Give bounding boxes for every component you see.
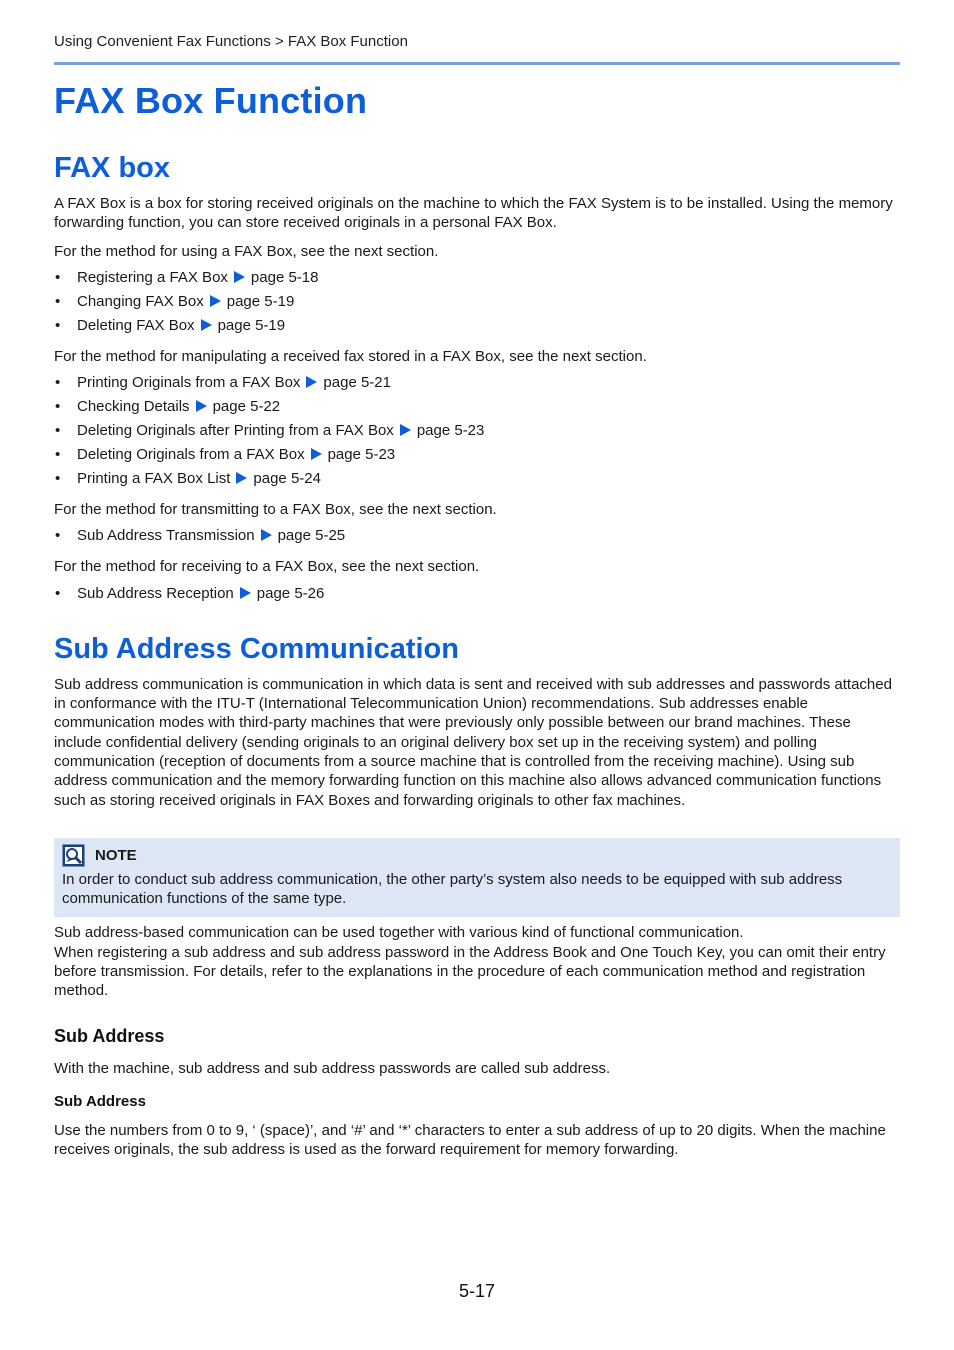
right-triangle-icon <box>311 448 322 460</box>
list-transmitting <box>54 524 900 548</box>
page-reference-link[interactable]: page 5-22 <box>212 398 281 416</box>
content <box>54 150 900 1160</box>
list-item <box>54 443 900 467</box>
note-text: In order to conduct sub address communication, the other party’s system also needs to be equipped with sub address communication functions of the same type. <box>62 870 843 908</box>
right-triangle-icon <box>234 271 245 283</box>
list-item <box>54 371 900 395</box>
list-item-label: Deleting Originals from a FAX Box <box>77 446 305 464</box>
list-item-label: Registering a FAX Box <box>77 268 228 286</box>
list-manipulating <box>54 371 900 491</box>
list-receiving <box>54 582 900 606</box>
section-heading-sub-address-communication: Sub Address Communication <box>54 632 459 665</box>
list-item-label: Sub Address Reception <box>77 584 234 602</box>
page-reference-link[interactable]: page 5-23 <box>416 422 485 440</box>
sub-address-subtext: Use the numbers from 0 to 9, ‘ (space)’, and ‘#’ and ‘*’ characters to enter a sub address of up to 20 digits. When the machine receives originals, the sub address is used as the forward requirement for memory forwarding. <box>54 1121 886 1159</box>
header-rule <box>54 62 900 65</box>
sub-address-comm-body: Sub address communication is communication in which data is sent and received with sub addresses and passwords attached in conformance with the ITU-T (International Telecommunication Union) recommendations. Sub addresses enable communication modes with third-party machines that were previously only possible between our brand machines. These include confidential delivery (sending originals to an original delivery box set up in the receiving system) and polling communication (reception of documents from a source machine that is controlled from the receiving machine). Using sub address communication and the memory forwarding function on this machine also allows advanced communication functions such as storing received originals in FAX Boxes and forwarding originals to other fax machines. <box>54 675 892 809</box>
list-item <box>54 524 900 548</box>
list-item <box>54 290 900 314</box>
list-item <box>54 266 900 290</box>
right-triangle-icon <box>400 424 411 436</box>
right-triangle-icon <box>201 319 212 331</box>
list-item-label: Checking Details <box>77 398 190 416</box>
list-item <box>54 467 900 491</box>
right-triangle-icon <box>306 376 317 388</box>
page-reference-link[interactable]: page 5-26 <box>256 584 325 602</box>
page-title: FAX Box Function <box>54 80 368 121</box>
right-triangle-icon <box>261 529 272 541</box>
bullet-dot: • <box>55 584 61 602</box>
subsubsection-heading-sub-address: Sub Address <box>54 1092 146 1110</box>
sub-address-text: With the machine, sub address and sub address passwords are called sub address. <box>54 1059 611 1077</box>
sub-address-comm-para2a: Sub address-based communication can be used together with various kind of functional communication. <box>54 924 744 942</box>
list-item-label: Sub Address Transmission <box>77 527 255 545</box>
list-item <box>54 314 900 338</box>
list-item-label: Deleting Originals after Printing from a FAX Box <box>77 422 394 440</box>
note-label: NOTE <box>95 847 137 865</box>
list-item <box>54 419 900 443</box>
page-reference-link[interactable]: page 5-21 <box>323 374 391 392</box>
subsection-heading-sub-address: Sub Address <box>54 1025 165 1046</box>
bullet-dot: • <box>55 268 61 286</box>
page-number: 5-17 <box>459 1281 496 1301</box>
page-reference-link[interactable]: page 5-19 <box>226 292 295 310</box>
page-reference-link[interactable]: page 5-23 <box>327 446 396 464</box>
list-item-label: Printing Originals from a FAX Box <box>77 374 301 392</box>
lead-manipulating: For the method for manipulating a received fax stored in a FAX Box, see the next section. <box>54 347 647 365</box>
lead-transmitting: For the method for transmitting to a FAX Box, see the next section. <box>54 501 497 519</box>
fax-box-intro: A FAX Box is a box for storing received originals on the machine to which the FAX System is to be installed. Using the memory forwarding function, you can store received originals in a personal FAX Box. <box>54 195 893 232</box>
right-triangle-icon <box>210 295 221 307</box>
list-using <box>54 266 900 338</box>
list-item-label: Changing FAX Box <box>77 292 204 310</box>
right-triangle-icon <box>240 587 251 599</box>
section-heading-fax-box: FAX box <box>54 152 171 184</box>
note-icon <box>62 844 85 867</box>
bullet-dot: • <box>55 527 61 545</box>
note-box <box>54 838 900 918</box>
page-reference-link[interactable]: page 5-24 <box>253 470 321 488</box>
breadcrumb: Using Convenient Fax Functions > FAX Box Function <box>54 33 408 50</box>
bullet-dot: • <box>55 316 61 334</box>
page-reference-link[interactable]: page 5-18 <box>250 268 319 286</box>
bullet-dot: • <box>55 292 61 310</box>
list-item <box>54 582 900 606</box>
bullet-dot: • <box>55 446 61 464</box>
bullet-dot: • <box>55 422 61 440</box>
list-item-label: Printing a FAX Box List <box>77 470 231 488</box>
bullet-dot: • <box>55 374 61 392</box>
list-item <box>54 395 900 419</box>
lead-using: For the method for using a FAX Box, see the next section. <box>54 242 439 260</box>
right-triangle-icon <box>196 400 207 412</box>
bullet-dot: • <box>55 470 61 488</box>
list-item-label: Deleting FAX Box <box>77 316 195 334</box>
lead-receiving: For the method for receiving to a FAX Box, see the next section. <box>54 558 480 576</box>
page-reference-link[interactable]: page 5-19 <box>217 316 286 334</box>
sub-address-comm-para2b: When registering a sub address and sub address password in the Address Book and One Touch Key, you can omit their entry before transmission. For details, refer to the explanations in the procedure of each communication method and registration method. <box>54 943 886 1000</box>
right-triangle-icon <box>236 472 247 484</box>
page-reference-link[interactable]: page 5-25 <box>277 527 346 545</box>
bullet-dot: • <box>55 398 61 416</box>
note-header <box>62 844 892 868</box>
